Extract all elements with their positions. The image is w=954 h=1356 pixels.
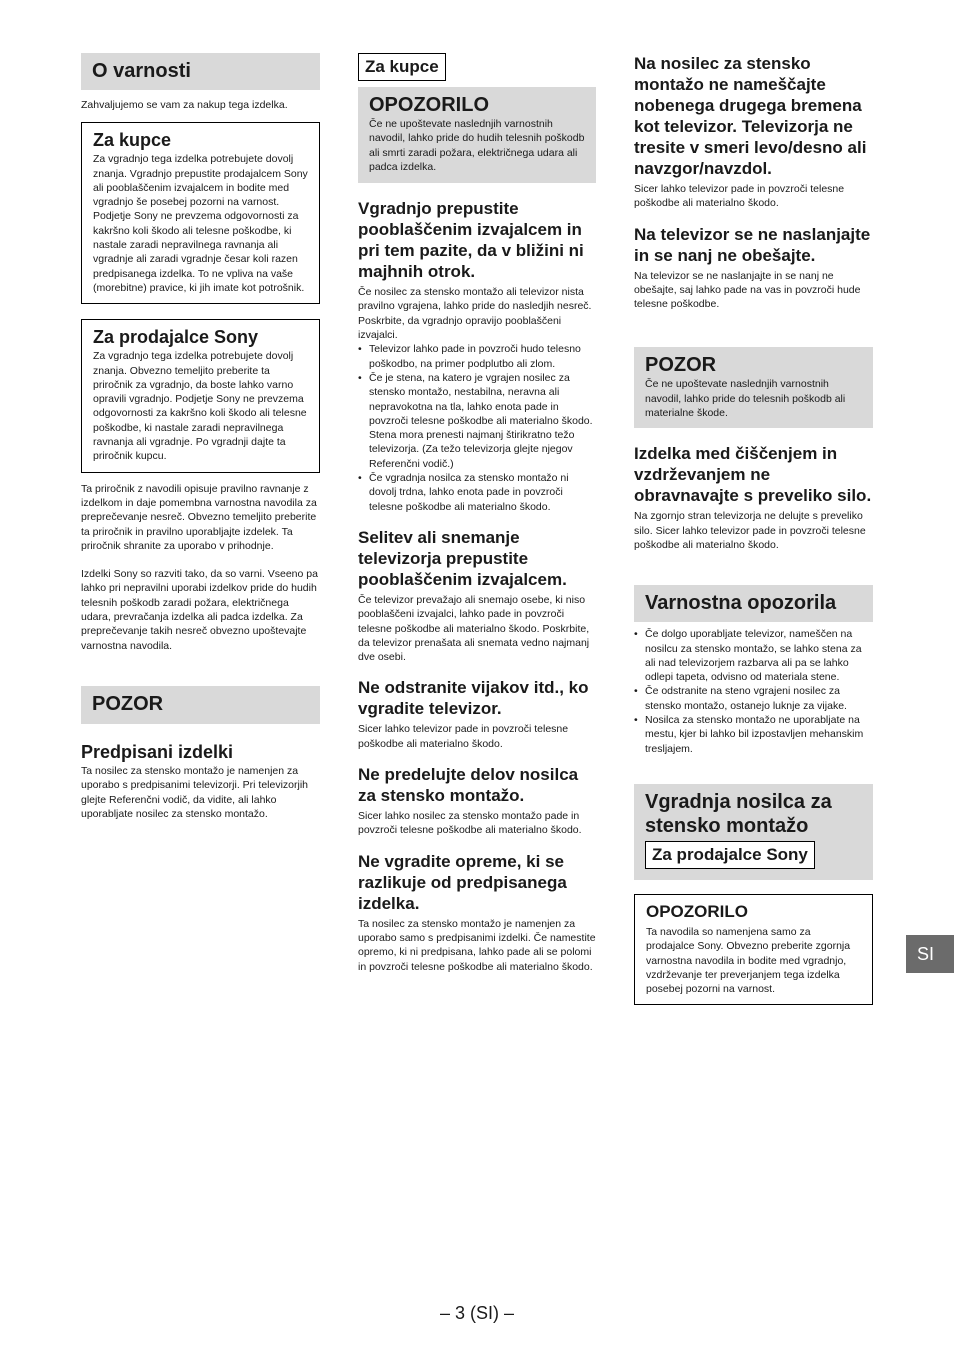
list-item: • Če dolgo uporabljate televizor, nameščen na nosilcu za stensko montažo, se lahko stena za ali nad televizorjem razbarva ali pa se lahko odlepi tapeta, odvisno od materiala stene. (634, 627, 873, 684)
paragraph: Ta nosilec za stensko montažo je namenjen za uporabo samo s predpisanimi izdelki. Če namestite opremo, ki ni predpisana, lahko pade ali se polomi in povzroči telesne poškodbe ali materialno škodo. (358, 917, 596, 973)
subheading: Ne predelujte delov nosilca za stensko montažo. (358, 765, 579, 806)
subheading: Na televizor se ne naslanjajte in se nanj ne obešajte. (634, 224, 871, 265)
bullet-list (358, 342, 596, 514)
section-title: O varnosti (92, 60, 191, 82)
subheading: Vgradnjo prepustite pooblaščenim izvajalcem in pri tem pazite, da v bližini ni majhnih otrok. (358, 199, 584, 282)
warning-text: Če ne upoštevate naslednjih varnostnih navodil, lahko pride do hudih telesnih poškodb ali smrti zaradi požara, električnega udara ali padca izdelka. (369, 118, 585, 173)
subheading: Izdelka med čiščenjem in vzdrževanjem ne obravnavajte s preveliko silo. (634, 444, 872, 506)
opozorilo-box (634, 894, 873, 1005)
list-item: • Če je stena, na katero je vgrajen nosilec za stensko montažo, nestabilna, neravna ali nepravokotna na tla, lahko enota pade in povzroči telesne poškodbe ali materialno škodo. Stena mora prenesti najmanj štirikratno težo televizorja. (Za težo televizorja glejte njegov Referenčni vodič.) (358, 371, 596, 471)
box-text: Za vgradnjo tega izdelka potrebujete dovolj znanja. Vgradnjo prepustite prodajalcem Sony ali pooblaščenim izvajalcem in bodite med vgradnjo še posebej pozorni na varnost. Podjetje Sony ne prevzema odgovornosti za kakršno koli škodo ali telesne poškodbe, ki nastale zaradi nepravilnega ravnanja ali vgradnje ali zaradi vgradnje česar koli razen predpisanega izdelka. To ne vpliva na vaše (morebitne) pravice, ki jih imate kot potrošnik. (93, 153, 308, 294)
paragraph: Če nosilec za stensko montažo ali televizor nista pravilno vgrajena, lahko pride do nasledjih nesreč. Poskrbite, da vgradnjo opravijo pooblaščeni izvajalci. (358, 286, 592, 342)
box-title: Za kupce (93, 130, 172, 151)
section-title: POZOR (92, 692, 164, 715)
paragraph: Sicer lahko nosilec za stensko montažo pade in povzroči telesne poškodbe ali materialno škodo. (358, 810, 582, 837)
page-number: – 3 (SI) – (439, 1303, 515, 1323)
subheading: Na nosilec za stensko montažo ne nameščajte nobenega drugega bremena kot televizor. Televizorja ne tresite v smeri levo/desno ali navzgor/navzdol. (634, 54, 867, 178)
list-item: • Če vgradnja nosilca za stensko montažo ni dovolj trdna, lahko enota pade in povzroči telesne poškodbe ali materialno škodo. (358, 471, 596, 514)
subheading: Ne vgradite opreme, ki se razlikuje od predpisanega izdelka. (358, 851, 567, 913)
language-tab: SI (906, 935, 954, 973)
section-header-varnostna-opozorila (634, 585, 873, 622)
section-title: Varnostna opozorila (645, 592, 837, 615)
subheading: Selitev ali snemanje televizorja prepustite pooblaščenim izvajalcem. (358, 527, 567, 589)
pozor-box (634, 347, 873, 428)
paragraph: Ta priročnik z navodili opisuje pravilno ravnanje z izdelkom in daje pomembna varnostna navodila za preprečevanje nesreč. Obvezno temeljito preberite ta priročnik in pravilno uporabljajte izdelek. Ta priročnik shranite za uporabo v prihodnje. (81, 482, 317, 552)
list-item: • Nosilca za stensko montažo ne uporabljate na mestu, kjer bi lahko bil izpostavljen mehanskim tresljajem. (634, 713, 873, 756)
paragraph: Sicer lahko televizor pade in povzroči telesne poškodbe ali materialno škodo. (634, 183, 845, 210)
paragraph: Sicer lahko televizor pade in povzroči telesne poškodbe ali materialno škodo. (358, 723, 569, 750)
box-title: OPOZORILO (646, 901, 748, 921)
section-title: Vgradnja nosilca za stensko montažo (645, 790, 832, 837)
thanks-text: Zahvaljujemo se vam za nakup tega izdelka. (81, 99, 288, 111)
section-header-o-varnosti (81, 53, 320, 90)
box-za-kupce (81, 122, 320, 304)
bullet-list (634, 627, 873, 756)
box-za-prodajalce-sony (81, 319, 320, 472)
pozor-title: POZOR (645, 354, 717, 377)
column-3 (634, 53, 873, 1005)
box-text: Ta navodila so namenjena samo za prodajalce Sony. Obvezno preberite zgornja varnostna navodila in bodite med vgradnjo, vzdrževanje ter preverjanjem tega izdelka posebej pozorni na varnost. (646, 925, 851, 996)
label-za-prodajalce-sony: Za prodajalce Sony (645, 841, 815, 869)
box-text: Za vgradnjo tega izdelka potrebujete dovolj znanja. Obvezno temeljito preberite ta priročnik za vgradnjo, da boste lahko varno opravili vgradnjo. Podjetje Sony ne prevzema odgovornosti za kakršno koli škodo ali telesne poškodbe, ki nastale zaradi nepravilnega ravnanja ali vgradnje. Po vgradnji dajte ta priročnik kupcu. (93, 350, 307, 463)
warning-box (358, 87, 596, 183)
subheading: Predpisani izdelki (81, 741, 234, 762)
section-header-vgradnja (634, 784, 873, 880)
section-header-pozor (81, 686, 320, 724)
label-za-kupce: Za kupce (358, 53, 446, 81)
paragraph: Ta nosilec za stensko montažo je namenjen za uporabo s predpisanimi televizorji. Pri televizorjih glejte Referenčni vodič, da vidite, ali lahko uporabljate nosilec za stensko montažo. (81, 764, 309, 820)
list-item: • Če odstranite na steno vgrajeni nosilec za stensko montažo, ostanejo luknje za vijake. (634, 684, 873, 713)
column-2 (358, 53, 596, 974)
column-1 (81, 53, 320, 821)
subheading: Ne odstranite vijakov itd., ko vgradite televizor. (358, 678, 589, 719)
paragraph: Na zgornjo stran televizorja ne delujte s preveliko silo. Sicer lahko televizor pade in povzroči telesne poškodbe ali materialno škodo. (634, 510, 866, 551)
pozor-text: Če ne upoštevate naslednjih varnostnih navodil, lahko pride do telesnih poškodb ali materialne škode. (645, 378, 846, 420)
paragraph: Če televizor prevažajo ali snemajo osebe, ki niso pooblaščeni izvajalci, lahko pade in povzroči telesne poškodbe ali materialno škodo. Poskrbite, da televizor prenašata ali snemata vedno najmanj dve osebi. (358, 593, 590, 664)
warning-title: OPOZORILO (369, 94, 489, 116)
box-title: Za prodajalce Sony (93, 327, 259, 348)
paragraph: Izdelki Sony so razviti tako, da so varni. Vseeno pa lahko pri nepravilni uporabi izdelkov pride do hudih telesnih poškodb zaradi požara, električnega udara, prevračanja izdelka ali padca izdelka. Za preprečevanje takih nesreč obvezno upoštevajte varnostna navodila. (81, 568, 318, 652)
paragraph: Na televizor se ne naslanjajte in se nanj ne obešajte, saj lahko pade na vas in povzroči hude telesne poškodbe. (634, 269, 861, 311)
list-item: • Televizor lahko pade in povzroči hudo telesno poškodbo, na primer podplutbo ali zlom. (358, 342, 596, 371)
